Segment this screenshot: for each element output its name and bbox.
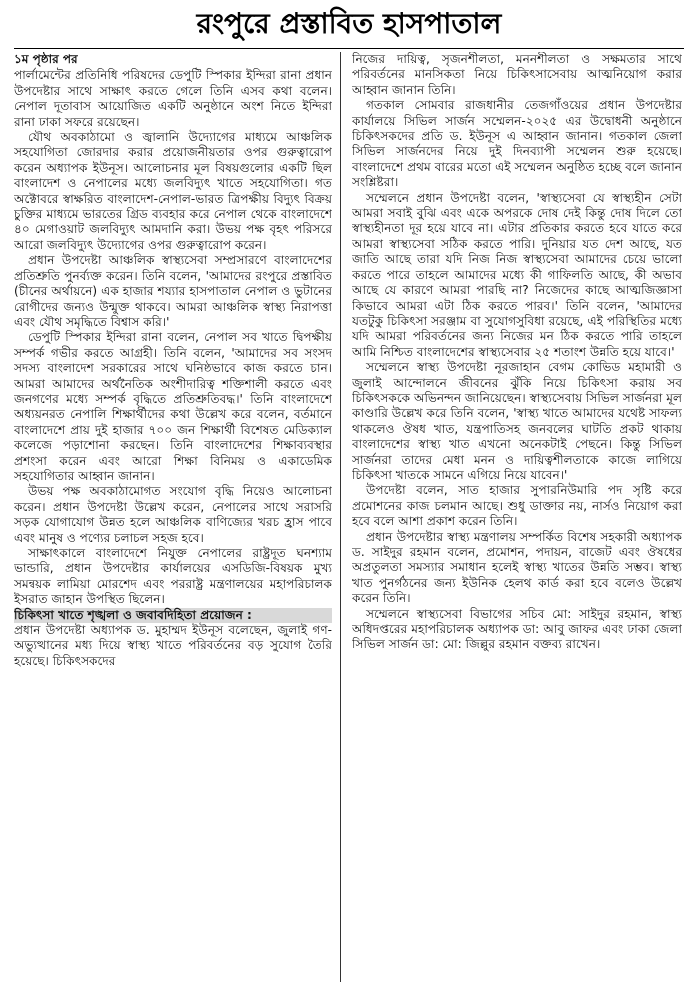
paragraph: উভয় পক্ষ অবকাঠামোগত সংযোগ বৃদ্ধি নিয়েও আলোচনা করেন। প্রধান উপদেষ্টা উল্লেখ করেন, নেপালের সাথে সরাসরি সড়ক যোগাযোগ উন্নত হলে আঞ্চলিক বাণিজ্যের খরচ হ্রাস পাবে এবং মানুষ ও পণ্যের চলাচল সহজ হবে। xyxy=(14,484,332,545)
right-column xyxy=(352,52,682,984)
paragraph: সম্মেলনে প্রধান উপদেষ্টা বলেন, 'স্বাস্থ্যসেবা যে স্বাস্থ্যহীন সেটা আমরা সবাই বুঝি এবং একে অপরকে দোষ দেই কিন্তু দোষ দিলে তো স্বাস্থ্যহীনতা দূর হয়ে যাবে না। এটার প্রতিকার করতে হবে যাতে করে আমরা স্বাস্থ্যসেবা সঠিক করতে পারি। দুনিয়ার যত দেশ আছে, যত জাতি আছে তারা যদি নিজ নিজ স্বাস্থ্যসেবা আমাদের চেয়ে ভালো করতে পারে তাহলে আমাদের মধ্যে কী গাফিলতি আছে, কী অভাব আছে যে কারণে আমরা পারছি না? নিজেদের কাছে আত্মজিজ্ঞাসা কিভাবে আমরা এটা ঠিক করতে পারব।' তিনি বলেন, 'আমাদের যতটুকু চিকিৎসা সরঞ্জাম বা সুযোগসুবিধা রয়েছে, এই পরিস্থিতির মধ্যে যদি আমরা পরিবর্তনের জন্য নিজের মন ঠিক করতে পারি তাহলে আমি নিশ্চিত বাংলাদেশের স্বাস্থ্যসেবার ২৫ শতাংশ উন্নতি হয়ে যাবে।' xyxy=(352,190,682,359)
paragraph: যৌথ অবকাঠামো ও জ্বালানি উদ্যোগের মাধ্যমে আঞ্চলিক সহযোগিতা জোরদার করার প্রয়োজনীয়তার ওপর গুরুত্বারোপ করেন অধ্যাপক ইউনূস। আলোচনার মূল বিষয়গুলোর একটি ছিল বাংলাদেশ ও নেপালের মধ্যে জলবিদ্যুৎ খাতে সহযোগিতা। গত অক্টোবরে স্বাক্ষরিত বাংলাদেশ-নেপাল-ভারত ত্রিপক্ষীয় বিদ্যুৎ বিক্রয় চুক্তির মাধ্যমে ভারতের গ্রিড ব্যবহার করে নেপাল থেকে বাংলাদেশে ৪০ মেগাওয়াট জলবিদ্যুৎ আমদানি করা। উভয় পক্ষ বৃহৎ পরিসরে আরো জলবিদ্যুৎ উদ্যোগের ওপর গুরুত্বারোপ করেন। xyxy=(14,130,332,252)
paragraph: গতকাল সোমবার রাজধানীর তেজগাঁওয়ের প্রধান উপদেষ্টার কার্যালয়ে সিভিল সার্জন সম্মেলন-২০২৫ এর উদ্বোধনী অনুষ্ঠানে চিকিৎসকদের প্রতি ড. ইউনূস এ আহ্বান জানান। গতকাল জেলা সিভিল সার্জনদের নিয়ে দুই দিনব্যাপী সম্মেলন শুরু হয়েছে। বাংলাদেশে প্রথম বারের মতো এই সম্মেলন অনুষ্ঠিত হচ্ছে বলে জানান সংশ্লিষ্টরা। xyxy=(352,98,682,190)
paragraph: নিজের দায়িত্ব, সৃজনশীলতা, মননশীলতা ও সক্ষমতার সাথে পরিবর্তনের মানসিকতা নিয়ে চিকিৎসাসেবায় আত্মনিয়োগ করার আহ্বান জানান তিনি। xyxy=(352,52,682,97)
paragraph: উপদেষ্টা বলেন, সাত হাজার সুপারনিউমারি পদ সৃষ্টি করে প্রমোশনের কাজ চলমান আছে। শুধু ডাক্তার নয়, নার্সও নিয়োগ করা হবে বলে আশা প্রকাশ করেন তিনি। xyxy=(352,483,682,529)
paragraph: ডেপুটি স্পিকার ইন্দিরা রানা বলেন, নেপাল সব খাতে দ্বিপক্ষীয় সম্পর্ক গভীর করতে আগ্রহী। তিনি বলেন, 'আমাদের সব সংসদ সদস্য বাংলাদেশ সরকারের সাথে ঘনিষ্ঠভাবে কাজ করতে চান। আমরা আমাদের অর্থনৈতিক অংশীদারিত্ব শক্তিশালী করতে এবং জনগণের মধ্যে সম্পর্ক বৃদ্ধিতে প্রতিশ্রুতিবদ্ধ।' তিনি বাংলাদেশে অধ্যয়নরত নেপালি শিক্ষার্থীদের কথা উল্লেখ করে বলেন, বর্তমানে বাংলাদেশে প্রায় দুই হাজার ৭০০ জন শিক্ষার্থী বিশেষত মেডিক্যাল কলেজে পড়াশোনা করছেন। তিনি বাংলাদেশের শিক্ষাব্যবস্থার প্রশংসা করেন এবং আরো শিক্ষা বিনিময় ও একাডেমিক সহযোগিতার আহ্বান জানান। xyxy=(14,330,332,483)
subheading: চিকিৎসা খাতে শৃঙ্খলা ও জবাবদিহিতা প্রয়োজন : xyxy=(14,608,332,623)
paragraph: প্রধান উপদেষ্টার স্বাস্থ্য মন্ত্রণালয় সম্পর্কিত বিশেষ সহকারী অধ্যাপক ড. সাইদুর রহমান বলেন, প্রমোশন, পদায়ন, বাজেট এবং ঔষধের অপ্রতুলতা সমস্যার সমাধান হলেই স্বাস্থ্য খাতের উন্নতি সম্ভব। স্বাস্থ্য খাত পুনর্গঠনের জন্য ইউনিক হেলথ কার্ড করা হবে বলেও উল্লেখ করেন তিনি। xyxy=(352,529,682,606)
paragraph: সম্মেলনে স্বাস্থ্যসেবা বিভাগের সচিব মো: সাইদুর রহমান, স্বাস্থ্য অধিদপ্তরের মহাপরিচালক অধ্যাপক ডা: আবু জাফর এবং ঢাকা জেলা সিভিল সার্জন ডা: মো: জিল্লুর রহমান বক্তব্য রাখেন। xyxy=(352,606,682,652)
headline: রংপুরে প্রস্তাবিত হাসপাতাল xyxy=(196,7,502,40)
paragraph: প্রধান উপদেষ্টা অধ্যাপক ড. মুহাম্মদ ইউনূস বলেছেন, জুলাই গণ-অভ্যুত্থানের মধ্য দিয়ে স্বাস্থ্য খাতে পরিবর্তনের বড় সুযোগ তৈরি হয়েছে। চিকিৎসকদের xyxy=(14,623,332,668)
paragraph: সম্মেলনে স্বাস্থ্য উপদেষ্টা নূরজাহান বেগম কোভিড মহামারী ও জুলাই আন্দোলনে জীবনের ঝুঁকি নিয়ে চিকিৎসা করায় সব চিকিৎসককে অভিনন্দন জানিয়েছেন। স্বাস্থ্যসেবায় সিভিল সার্জনরা মূল কাণ্ডারি উল্লেখ করে তিনি বলেন, 'স্বাস্থ্য খাতে আমাদের যথেষ্ট সাফল্য থাকলেও ঔষধ খাত, যন্ত্রপাতিসহ জনবলের ঘাটতি প্রকট থাকায় বাংলাদেশের স্বাস্থ্য খাত এখনো অনেকটাই পেছনে। কিন্তু সিভিল সার্জনরা তাদের মেধা মনন ও দায়িত্বশীলতাকে কাজে লাগিয়ে চিকিৎসা খাতকে সামনে এগিয়ে নিয়ে যাবেন।' xyxy=(352,360,682,482)
paragraph: পার্লামেন্টের প্রতিনিধি পরিষদের ডেপুটি স্পিকার ইন্দিরা রানা প্রধান উপদেষ্টার সাথে সাক্ষাৎ করতে গেলে তিনি এসব কথা বলেন। নেপাল দূতাবাস আয়োজিত একটি অনুষ্ঠানে অংশ নিতে ইন্দিরা রানা ঢাকা সফরে রয়েছেন। xyxy=(14,68,332,129)
paragraph: সাক্ষাৎকালে বাংলাদেশে নিযুক্ত নেপালের রাষ্ট্রদূত ঘনশ্যাম ভান্ডারি, প্রধান উপদেষ্টার কার্যালয়ের এসডিজি-বিষয়ক মুখ্য সমন্বয়ক লামিয়া মোরশেদ এবং পররাষ্ট্র মন্ত্রণালয়ের মহাপরিচালক ইসরাত জাহান উপস্থিত ছিলেন। xyxy=(14,546,332,607)
left-column xyxy=(14,52,332,984)
continued-from-label: ১ম পৃষ্ঠার পর xyxy=(14,52,78,66)
paragraph: প্রধান উপদেষ্টা আঞ্চলিক স্বাস্থ্যসেবা সম্প্রসারণে বাংলাদেশের প্রতিশ্রুতি পুনর্ব্যক্ত করেন। তিনি বলেন, 'আমাদের রংপুরে প্রস্তাবিত (চীনের অর্থায়নে) এক হাজার শয্যার হাসপাতাল নেপাল ও ভুটানের রোগীদের জন্যও উন্মুক্ত থাকবে। আমরা আঞ্চলিক স্বাস্থ্য নিরাপত্তা এবং যৌথ সমৃদ্ধিতে বিশ্বাস করি।' xyxy=(14,253,332,329)
headline-rule xyxy=(14,48,684,49)
column-divider xyxy=(340,52,341,982)
